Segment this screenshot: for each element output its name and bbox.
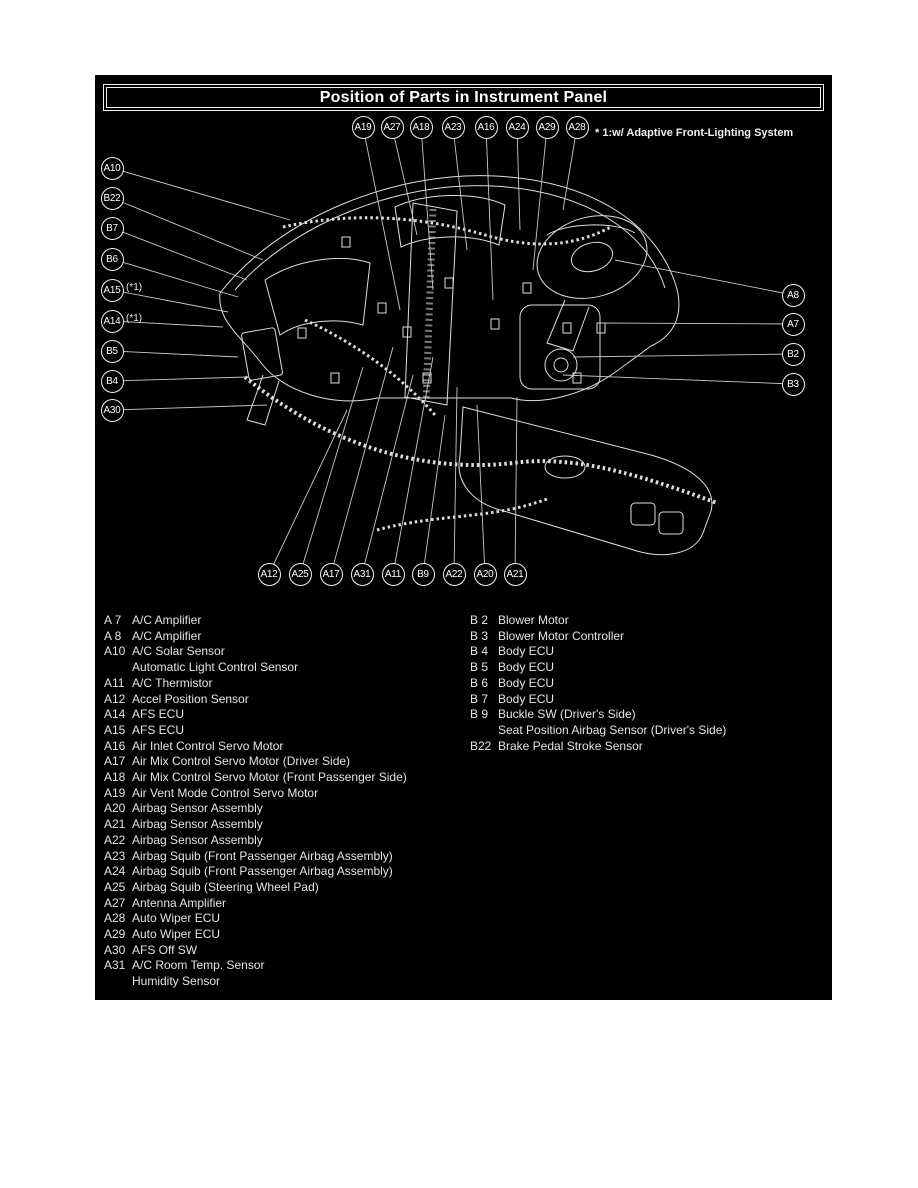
callout-a29: A29 [536, 116, 559, 139]
legend-description: Accel Position Sensor [132, 691, 249, 706]
legend-description: A/C Thermistor [132, 675, 213, 690]
legend-code: A30 [104, 942, 126, 957]
legend-column-a [104, 613, 470, 990]
legend-description: Auto Wiper ECU [132, 911, 221, 926]
legend-code: A31 [104, 958, 126, 973]
legend-entry-a19 [104, 786, 470, 802]
legend-entry-a15 [104, 723, 470, 739]
legend-entry-b7 [470, 692, 824, 708]
callout-b9: B9 [412, 563, 435, 586]
legend-entry-a24 [104, 864, 470, 880]
legend-entry-a28 [104, 911, 470, 927]
legend-code: A27 [104, 895, 126, 910]
legend-code: A16 [104, 738, 126, 753]
legend-code: B 4 [470, 644, 489, 659]
legend-entry-a10 [104, 644, 470, 675]
callout-a25: A25 [289, 563, 312, 586]
legend-description: AFS ECU [132, 707, 185, 722]
legend-entry-a25 [104, 880, 470, 896]
legend-entry-a12 [104, 692, 470, 708]
legend-entry-a17 [104, 754, 470, 770]
callout-b2: B2 [782, 343, 805, 366]
callout-a31: A31 [351, 563, 374, 586]
footnote-adaptive-front-lighting: * 1:w/ Adaptive Front-Lighting System [595, 127, 794, 139]
legend-entry-b3 [470, 629, 824, 645]
legend-description: A/C Amplifier [132, 628, 202, 643]
legend-code: A15 [104, 722, 126, 737]
legend-description: Airbag Sensor Assembly [132, 817, 263, 832]
legend-entry-a11 [104, 676, 470, 692]
page-title: Position of Parts in Instrument Panel [319, 88, 608, 106]
diagram-panel [95, 75, 832, 1000]
callout-a27: A27 [381, 116, 404, 139]
legend-entry-a20 [104, 801, 470, 817]
parts-legend [104, 613, 826, 990]
callout-a14: A14 [101, 310, 124, 333]
callout-a11: A11 [382, 563, 405, 586]
legend-code: A19 [104, 785, 126, 800]
legend-entry-b4 [470, 644, 824, 660]
legend-code: B 6 [470, 675, 489, 690]
callout-b4: B4 [101, 370, 124, 393]
legend-entry-b5 [470, 660, 824, 676]
legend-code: A24 [104, 864, 126, 879]
legend-code: A28 [104, 911, 126, 926]
callout-b22: B22 [101, 187, 124, 210]
callout-a21: A21 [504, 563, 527, 586]
legend-description: Blower Motor Controller [498, 628, 625, 643]
legend-description: Body ECU [498, 644, 555, 659]
legend-code: A25 [104, 879, 126, 894]
legend-code: A17 [104, 754, 126, 769]
legend-entry-a7 [104, 613, 470, 629]
legend-description: Body ECU [498, 675, 555, 690]
legend-description: AFS ECU [132, 722, 185, 737]
legend-entry-a30 [104, 943, 470, 959]
legend-description: Air Mix Control Servo Motor (Driver Side) [132, 754, 351, 769]
callout-a16: A16 [475, 116, 498, 139]
legend-description: AFS Off SW [132, 942, 198, 957]
legend-entry-a29 [104, 927, 470, 943]
legend-code: A18 [104, 770, 126, 785]
legend-entry-b9 [470, 707, 824, 738]
legend-description: Antenna Amplifier [132, 895, 227, 910]
legend-description: Airbag Sensor Assembly [132, 801, 263, 816]
legend-entry-a23 [104, 849, 470, 865]
callout-a12: A12 [258, 563, 281, 586]
legend-entry-b2 [470, 613, 824, 629]
legend-entry-a16 [104, 739, 470, 755]
legend-description: Buckle SW (Driver's Side) Seat Position Airbag Sensor (Driver's Side) [498, 707, 727, 737]
legend-entry-a22 [104, 833, 470, 849]
callout-suffix-a15: (*1) [126, 282, 143, 293]
callout-b6: B6 [101, 248, 124, 271]
callout-a8: A8 [782, 284, 805, 307]
legend-code: B 2 [470, 613, 489, 627]
legend-code: B22 [470, 738, 492, 753]
legend-description: Airbag Squib (Steering Wheel Pad) [132, 879, 319, 894]
legend-code: A11 [104, 675, 125, 690]
legend-description: A/C Solar Sensor Automatic Light Control Sensor [132, 644, 299, 675]
legend-description: Air Inlet Control Servo Motor [132, 738, 284, 753]
callout-a23: A23 [442, 116, 465, 139]
legend-code: A10 [104, 644, 126, 659]
legend-code: A14 [104, 707, 126, 722]
legend-entry-b22 [470, 739, 824, 755]
callout-a30: A30 [101, 399, 124, 422]
legend-entry-b6 [470, 676, 824, 692]
callout-a7: A7 [782, 313, 805, 336]
legend-code: B 3 [470, 628, 489, 643]
legend-description: Air Mix Control Servo Motor (Front Passenger Side) [132, 770, 407, 785]
legend-entry-a21 [104, 817, 470, 833]
legend-column-b [470, 613, 824, 990]
callout-a15: A15 [101, 279, 124, 302]
callout-a19: A19 [352, 116, 375, 139]
legend-description: Body ECU [498, 660, 555, 675]
legend-code: A21 [104, 817, 126, 832]
legend-entry-a18 [104, 770, 470, 786]
legend-code: A23 [104, 848, 126, 863]
legend-code: B 7 [470, 691, 489, 706]
legend-description: A/C Room Temp. Sensor Humidity Sensor [132, 958, 265, 989]
legend-description: Airbag Squib (Front Passenger Airbag Assembly) [132, 864, 393, 879]
callout-a28: A28 [566, 116, 589, 139]
callout-a22: A22 [443, 563, 466, 586]
legend-code: A22 [104, 832, 126, 847]
legend-description: Air Vent Mode Control Servo Motor [132, 785, 319, 800]
legend-code: A 7 [104, 613, 122, 627]
legend-description: Blower Motor [498, 613, 569, 627]
callout-a24: A24 [506, 116, 529, 139]
callout-a17: A17 [320, 563, 343, 586]
legend-code: A12 [104, 691, 126, 706]
legend-entry-a31 [104, 958, 470, 989]
callout-a10: A10 [101, 157, 124, 180]
callout-a20: A20 [474, 563, 497, 586]
legend-entry-a14 [104, 707, 470, 723]
callout-b7: B7 [101, 217, 124, 240]
legend-description: Airbag Sensor Assembly [132, 832, 263, 847]
legend-description: A/C Amplifier [132, 613, 202, 627]
callout-suffix-a14: (*1) [126, 313, 143, 324]
legend-description: Brake Pedal Stroke Sensor [498, 738, 643, 753]
legend-description: Airbag Squib (Front Passenger Airbag Assembly) [132, 848, 393, 863]
legend-code: A20 [104, 801, 126, 816]
legend-code: B 9 [470, 707, 489, 722]
legend-code: A 8 [104, 628, 122, 643]
callout-b5: B5 [101, 340, 124, 363]
callout-a18: A18 [410, 116, 433, 139]
legend-description: Auto Wiper ECU [132, 927, 221, 942]
callout-b3: B3 [782, 373, 805, 396]
legend-entry-a27 [104, 896, 470, 912]
legend-description: Body ECU [498, 691, 555, 706]
legend-code: A29 [104, 927, 126, 942]
legend-code: B 5 [470, 660, 489, 675]
legend-entry-a8 [104, 629, 470, 645]
